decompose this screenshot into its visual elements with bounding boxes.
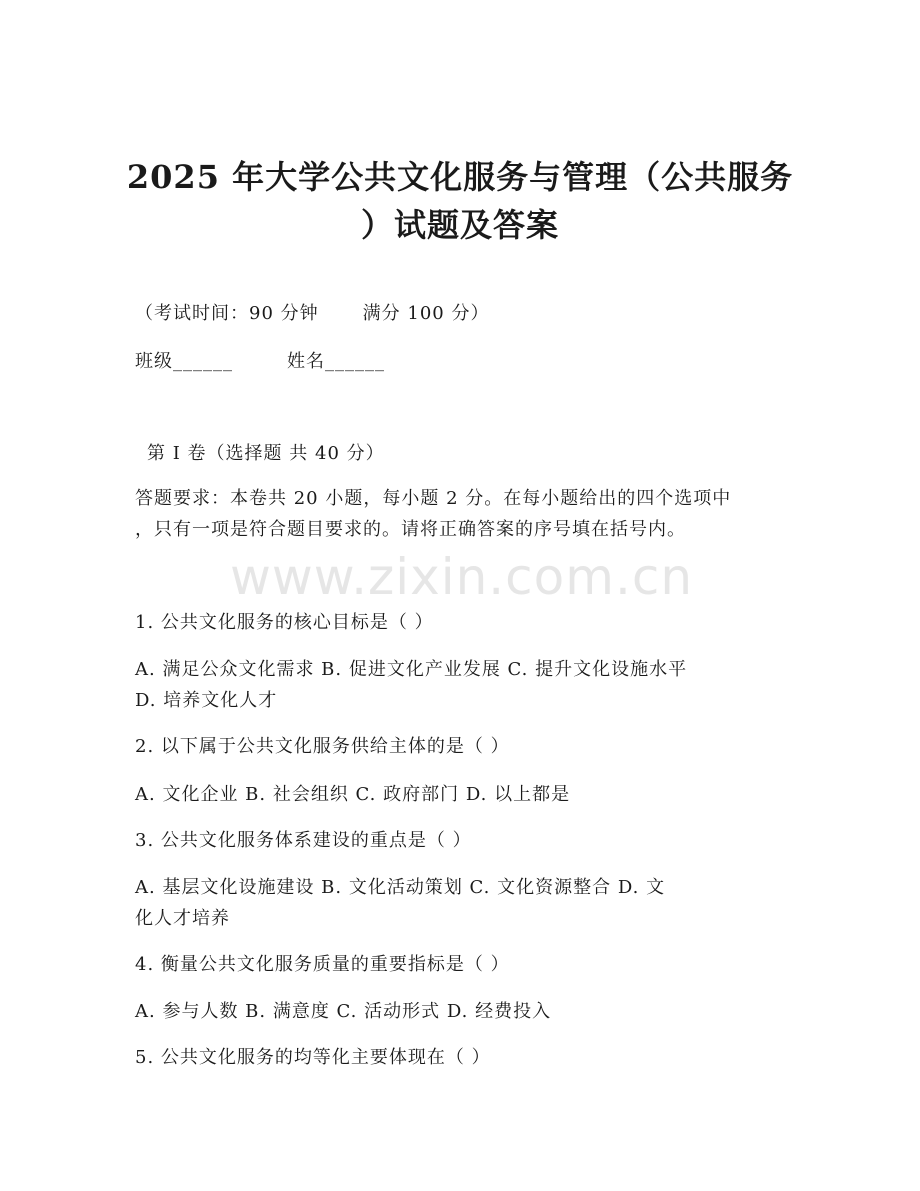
section-heading: 第 I 卷（选择题 共 40 分） bbox=[147, 443, 385, 464]
instructions-line-1: 答题要求：本卷共 20 小题，每小题 2 分。在每小题给出的四个选项中 bbox=[135, 488, 732, 509]
student-info bbox=[135, 350, 785, 374]
instructions-line-2: ，只有一项是符合题目要求的。请将正确答案的序号填在括号内。 bbox=[135, 519, 686, 540]
exam-score: 满分 100 分） bbox=[362, 303, 490, 324]
question-1-stem: 1. 公共文化服务的核心目标是（ ） bbox=[135, 612, 434, 633]
exam-time: （考试时间：90 分钟 bbox=[135, 303, 319, 324]
question-4-options-1: A. 参与人数 B. 满意度 C. 活动形式 D. 经费投入 bbox=[135, 1001, 552, 1022]
question-2-options-1: A. 文化企业 B. 社会组织 C. 政府部门 D. 以上都是 bbox=[135, 784, 571, 805]
class-field: 班级______ bbox=[135, 351, 233, 372]
question-5-stem: 5. 公共文化服务的均等化主要体现在（ ） bbox=[135, 1047, 491, 1068]
question-3-options-2: 化人才培养 bbox=[135, 908, 230, 929]
question-3-stem: 3. 公共文化服务体系建设的重点是（ ） bbox=[135, 830, 472, 851]
name-field: 姓名______ bbox=[287, 351, 385, 372]
exam-info bbox=[135, 302, 785, 326]
question-4-stem: 4. 衡量公共文化服务质量的重要指标是（ ） bbox=[135, 954, 510, 975]
page-title-line-2: ）试题及答案 bbox=[360, 206, 559, 244]
question-2-stem: 2. 以下属于公共文化服务供给主体的是（ ） bbox=[135, 736, 510, 757]
question-1-options-2: D. 培养文化人才 bbox=[135, 690, 278, 711]
question-3-options-1: A. 基层文化设施建设 B. 文化活动策划 C. 文化资源整合 D. 文 bbox=[135, 877, 666, 898]
question-1-options-1: A. 满足公众文化需求 B. 促进文化产业发展 C. 提升文化设施水平 bbox=[135, 659, 688, 680]
watermark: www.zixin.com.cn bbox=[230, 548, 694, 606]
page-title-line-1: 2025 年大学公共文化服务与管理（公共服务 bbox=[126, 158, 794, 196]
